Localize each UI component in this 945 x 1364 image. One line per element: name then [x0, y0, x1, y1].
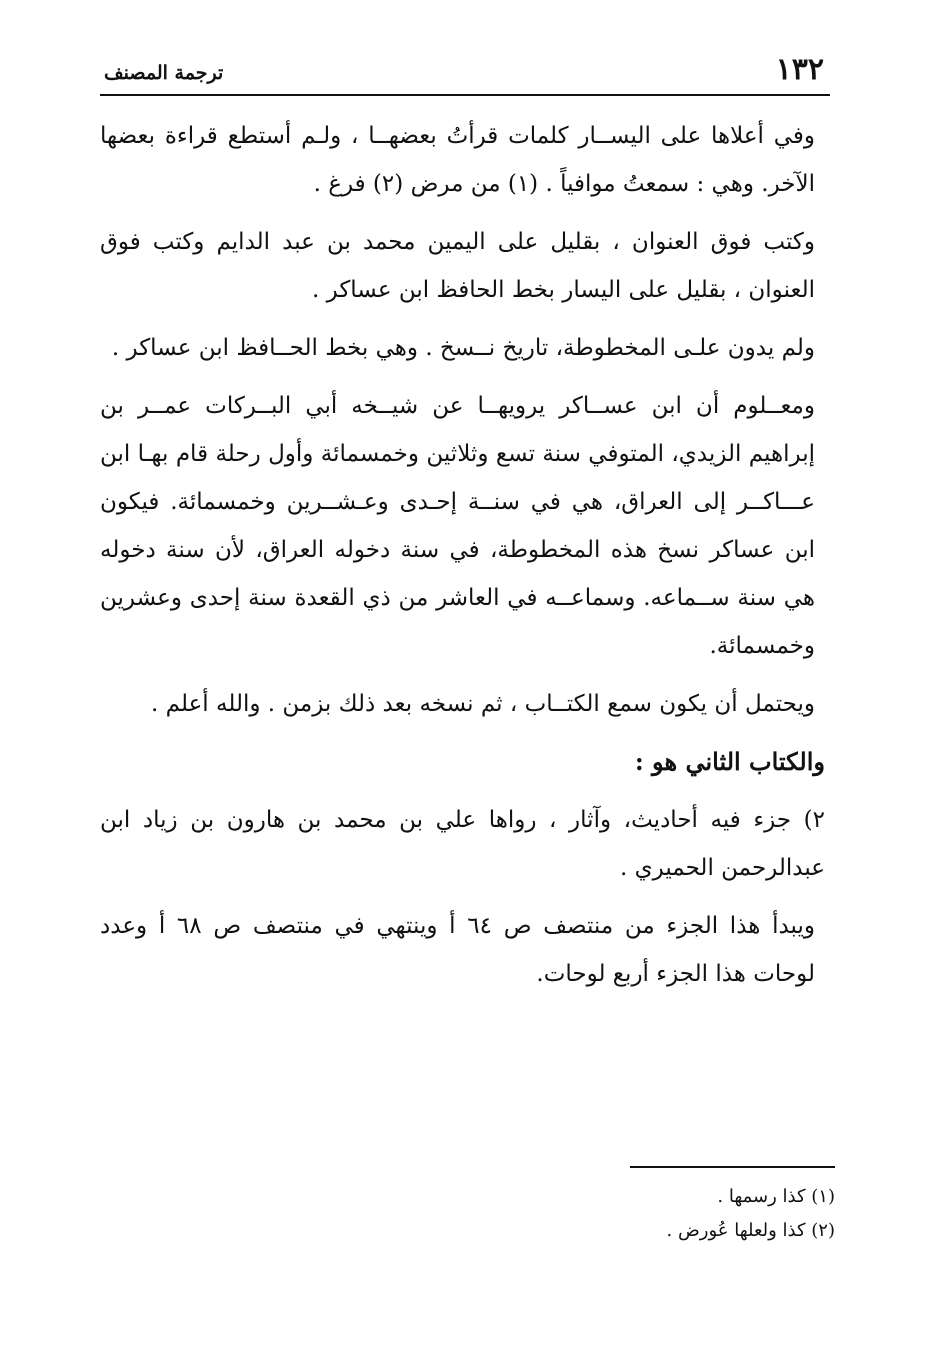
page-header — [100, 50, 830, 96]
footnotes — [500, 1180, 835, 1248]
paragraph: وفي أعلاها على اليســار كلمات قرأتُ بعضهــا ، ولـم أستطع قراءة بعضها الآخر. وهي : سمعتُ موافياً . (١) من مرض (٢) فرغ . — [100, 123, 815, 197]
paragraph: ولم يدون علـى المخطوطة، تاريخ نــسخ . وهي بخط الحــافظ ابن عساكر . — [111, 335, 815, 361]
footnote-divider — [630, 1166, 835, 1168]
paragraph: ومعــلوم أن ابن عســاكر يرويهــا عن شيــخه أبي البــركات عمــر بن إبراهيم الزيدي، المتوفي سنة تسع وثلاثين وخمسمائة وأول رحلة قام بهـا ابن عـــاكــر إلى العراق، هي في سنــة إحـدى وعـشــرين وخمسمائة. فيكون ابن عساكر نسخ هذه المخطوطة، في سنة دخوله العراق، لأن سنة دخوله هي سنة ســماعه. وسماعــه في العاشر من ذي القعدة سنة إحدى وعشرين وخمسمائة. — [100, 393, 815, 659]
paragraph: وكتب فوق العنوان ، بقليل على اليمين محمد بن عبد الدايم وكتب فوق العنوان ، بقليل على اليسار بخط الحافظ ابن عساكر . — [100, 229, 815, 303]
numbered-item: ٢) جزء فيه أحاديث، وآثار ، رواها علي بن محمد بن هارون بن زياد ابن عبدالرحمن الحميري . — [100, 807, 825, 881]
page-number: ١٣٢ — [775, 52, 824, 87]
section-heading: والكتاب الثاني هو : — [634, 747, 825, 776]
footnote: (٢) كذا ولعلها عُورض . — [666, 1220, 835, 1241]
paragraph: ويبدأ هذا الجزء من منتصف ص ٦٤ أ وينتهي في منتصف ص ٦٨ أ وعدد لوحات هذا الجزء أربع لوحات. — [100, 913, 815, 987]
running-title: ترجمة المصنف — [104, 62, 224, 84]
paragraph: ويحتمل أن يكون سمع الكتــاب ، ثم نسخه بعد ذلك بزمن . والله أعلم . — [151, 691, 815, 717]
main-text — [100, 112, 825, 1008]
footnote: (١) كذا رسمها . — [717, 1186, 835, 1207]
